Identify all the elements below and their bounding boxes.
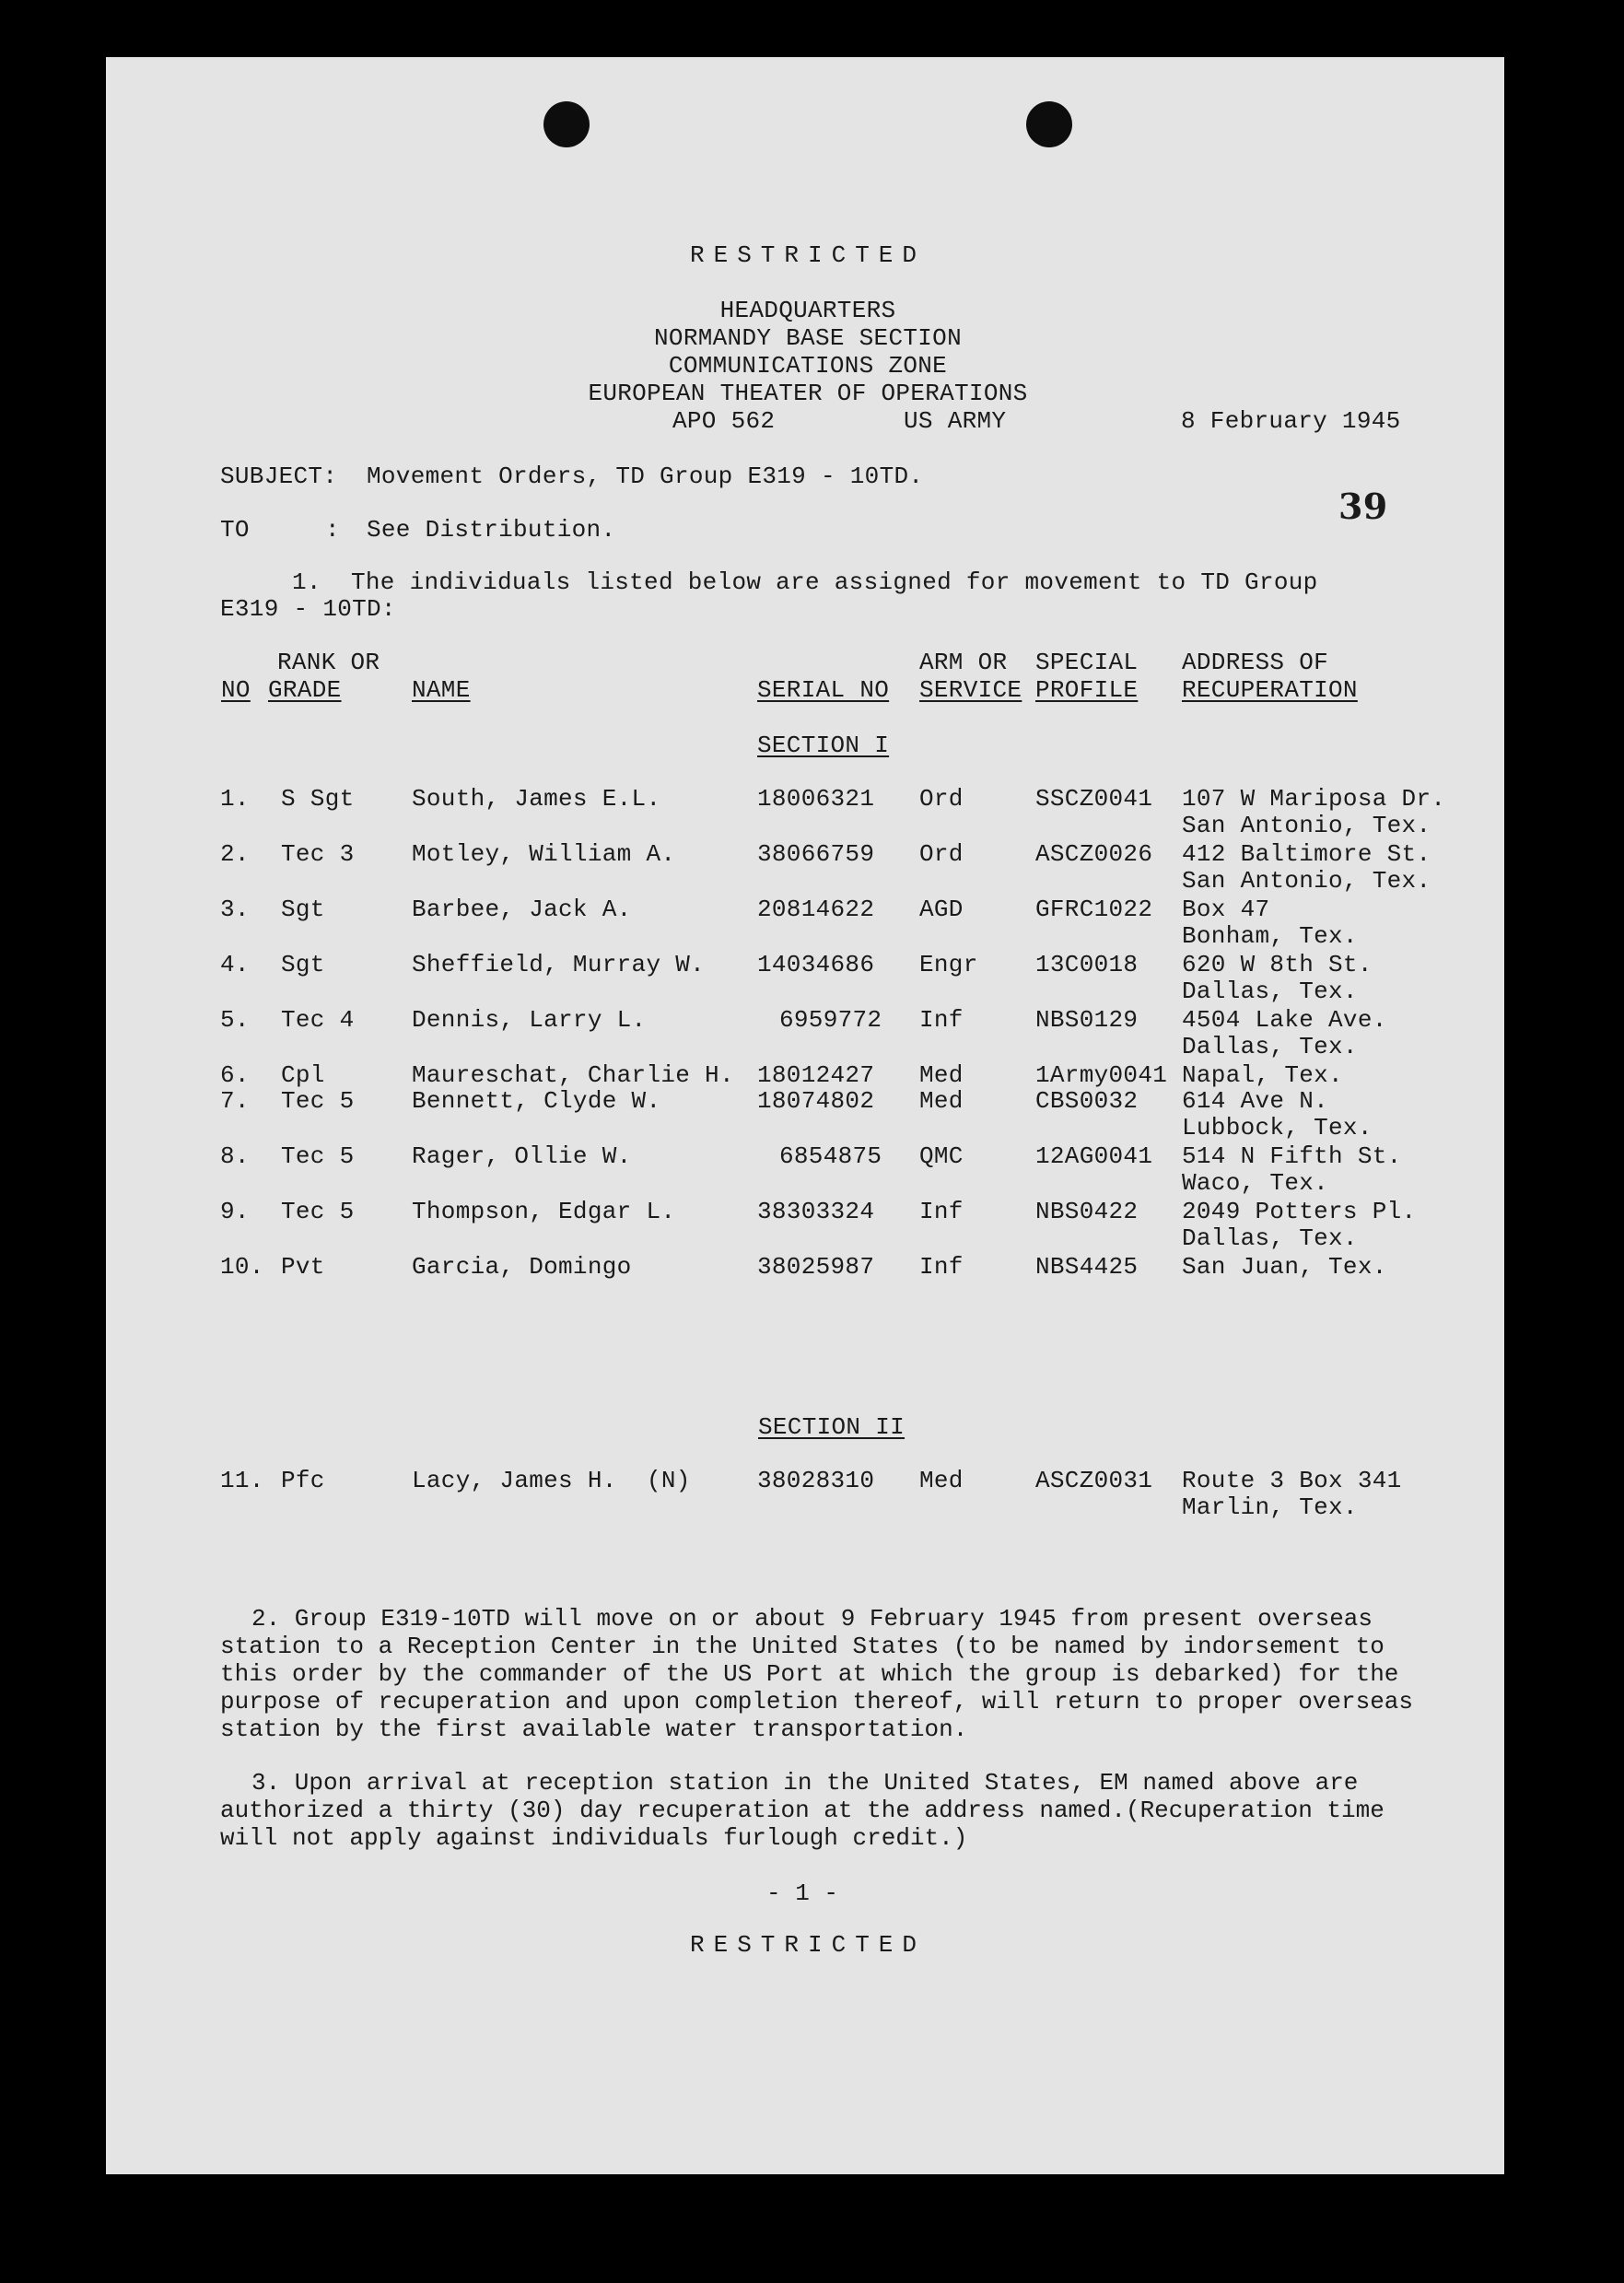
punch-hole: [543, 101, 590, 147]
row-arm: Med: [919, 1467, 964, 1494]
row-serial: 38066759: [757, 840, 875, 868]
row-address-1: 620 W 8th St.: [1182, 951, 1373, 978]
row-name: Garcia, Domingo: [412, 1253, 632, 1281]
row-name: Lacy, James H.: [412, 1467, 617, 1494]
row-address-1: 412 Baltimore St.: [1182, 840, 1431, 868]
col-no: NO: [221, 676, 251, 704]
para1-line-1: The individuals listed below are assigned for movement to TD Group: [351, 568, 1318, 596]
row-name: South, James E.L.: [412, 785, 661, 813]
document-page: [106, 57, 1504, 2174]
row-address-1: 4504 Lake Ave.: [1182, 1006, 1387, 1034]
row-arm: Ord: [919, 785, 964, 813]
row-profile: 12AG0041: [1035, 1142, 1153, 1170]
col-address-top: ADDRESS OF: [1182, 649, 1329, 676]
col-serial: SERIAL NO: [757, 676, 890, 704]
row-number: 8.: [220, 1142, 250, 1170]
row-rank: Cpl: [281, 1061, 325, 1089]
col-profile: PROFILE: [1035, 676, 1139, 704]
classification-header: RESTRICTED: [689, 241, 927, 269]
row-serial: 20814622: [757, 896, 875, 923]
row-profile: NBS4425: [1035, 1253, 1139, 1281]
row-address-1: 614 Ave N.: [1182, 1087, 1329, 1115]
row-rank: Tec 4: [281, 1006, 355, 1034]
row-number: 1.: [220, 785, 250, 813]
row-number: 5.: [220, 1006, 250, 1034]
paragraph-2: 2. Group E319-10TD will move on or about 9 February 1945 from present overseas station to a Reception Center in the United States (to be named by indorsement to this order by the commander of the US Port at which the group is debarked) for the purpose of recuperation and upon completion thereof, will return to proper overseas station by the first available water transportation.: [220, 1605, 1414, 1743]
row-arm: Inf: [919, 1253, 964, 1281]
subject-label: SUBJECT:: [220, 462, 338, 490]
row-profile: ASCZ0026: [1035, 840, 1153, 868]
row-number: 2.: [220, 840, 250, 868]
page-number: - 1 -: [765, 1879, 839, 1907]
row-rank: Tec 5: [281, 1087, 355, 1115]
row-serial: 38303324: [757, 1198, 875, 1225]
col-profile-top: SPECIAL: [1035, 649, 1139, 676]
row-rank: Tec 3: [281, 840, 355, 868]
row-name: Thompson, Edgar L.: [412, 1198, 676, 1225]
row-address-1: San Juan, Tex.: [1182, 1253, 1387, 1281]
section-2-heading: SECTION II: [758, 1413, 905, 1441]
row-number: 11.: [220, 1467, 264, 1494]
col-arm: SERVICE: [919, 676, 1022, 704]
classification-footer: RESTRICTED: [689, 1931, 927, 1959]
row-profile: NBS0422: [1035, 1198, 1139, 1225]
col-name: NAME: [412, 676, 471, 704]
row-serial: 18012427: [757, 1061, 875, 1089]
row-arm: Inf: [919, 1006, 964, 1034]
row-arm: Med: [919, 1087, 964, 1115]
row-name: Rager, Ollie W.: [412, 1142, 632, 1170]
row-name: Barbee, Jack A.: [412, 896, 632, 923]
row-name: Sheffield, Murray W.: [412, 951, 706, 978]
row-address-2: Marlin, Tex.: [1182, 1493, 1358, 1521]
row-rank: S Sgt: [281, 785, 355, 813]
para1-number: 1.: [292, 568, 321, 596]
row-serial: 6854875: [779, 1142, 882, 1170]
row-arm: Engr: [919, 951, 978, 978]
row-mark: (N): [647, 1467, 691, 1494]
row-name: Maureschat, Charlie H.: [412, 1061, 734, 1089]
header-line-1: HEADQUARTERS: [719, 297, 896, 324]
row-serial: 38025987: [757, 1253, 875, 1281]
row-rank: Pvt: [281, 1253, 325, 1281]
row-address-1: Napal, Tex.: [1182, 1061, 1343, 1089]
row-address-1: 107 W Mariposa Dr.: [1182, 785, 1446, 813]
row-serial: 14034686: [757, 951, 875, 978]
row-number: 3.: [220, 896, 250, 923]
row-profile: NBS0129: [1035, 1006, 1139, 1034]
subject-text: Movement Orders, TD Group E319 - 10TD.: [367, 462, 924, 490]
col-grade: GRADE: [268, 676, 342, 704]
row-number: 6.: [220, 1061, 250, 1089]
header-army: US ARMY: [904, 407, 1007, 435]
header-line-3: COMMUNICATIONS ZONE: [668, 352, 948, 380]
row-address-2: Dallas, Tex.: [1182, 1224, 1358, 1252]
para1-line-2: E319 - 10TD:: [220, 595, 396, 623]
row-address-1: 2049 Potters Pl.: [1182, 1198, 1417, 1225]
row-number: 9.: [220, 1198, 250, 1225]
row-profile: 1Army0041: [1035, 1061, 1168, 1089]
col-arm-top: ARM OR: [919, 649, 1008, 676]
header-apo: APO 562: [672, 407, 776, 435]
row-rank: Sgt: [281, 951, 325, 978]
row-address-1: Route 3 Box 341: [1182, 1467, 1402, 1494]
row-profile: SSCZ0041: [1035, 785, 1153, 813]
row-arm: Med: [919, 1061, 964, 1089]
row-number: 4.: [220, 951, 250, 978]
to-colon: :: [325, 516, 340, 544]
row-serial: 38028310: [757, 1467, 875, 1494]
row-address-2: Waco, Tex.: [1182, 1169, 1329, 1197]
row-address-2: San Antonio, Tex.: [1182, 867, 1431, 895]
col-rank-top: RANK OR: [277, 649, 380, 676]
row-profile: GFRC1022: [1035, 896, 1153, 923]
row-arm: AGD: [919, 896, 964, 923]
row-address-2: Dallas, Tex.: [1182, 1033, 1358, 1060]
section-1-heading: SECTION I: [757, 732, 890, 759]
row-address-2: Lubbock, Tex.: [1182, 1114, 1373, 1142]
to-text: See Distribution.: [367, 516, 616, 544]
row-number: 10.: [220, 1253, 264, 1281]
row-rank: Sgt: [281, 896, 325, 923]
paragraph-3: 3. Upon arrival at reception station in the United States, EM named above are authorized a thirty (30) day recuperation at the address named.(Recuperation time will not apply against individuals furlough credit.): [220, 1769, 1384, 1852]
punch-hole: [1026, 101, 1072, 147]
row-serial: 18074802: [757, 1087, 875, 1115]
row-arm: QMC: [919, 1142, 964, 1170]
row-arm: Ord: [919, 840, 964, 868]
row-serial: 18006321: [757, 785, 875, 813]
header-line-2: NORMANDY BASE SECTION: [654, 324, 962, 352]
page-stamp: 39: [1338, 486, 1388, 527]
row-profile: CBS0032: [1035, 1087, 1139, 1115]
row-address-1: 514 N Fifth St.: [1182, 1142, 1402, 1170]
to-label: TO: [220, 516, 250, 544]
col-address: RECUPERATION: [1182, 676, 1358, 704]
row-serial: 6959772: [779, 1006, 882, 1034]
row-profile: 13C0018: [1035, 951, 1139, 978]
row-arm: Inf: [919, 1198, 964, 1225]
row-address-1: Box 47: [1182, 896, 1270, 923]
row-address-2: Bonham, Tex.: [1182, 922, 1358, 950]
row-profile: ASCZ0031: [1035, 1467, 1153, 1494]
row-number: 7.: [220, 1087, 250, 1115]
row-rank: Tec 5: [281, 1198, 355, 1225]
row-rank: Tec 5: [281, 1142, 355, 1170]
row-name: Bennett, Clyde W.: [412, 1087, 661, 1115]
row-rank: Pfc: [281, 1467, 325, 1494]
row-address-2: San Antonio, Tex.: [1182, 812, 1431, 839]
row-address-2: Dallas, Tex.: [1182, 978, 1358, 1005]
row-name: Motley, William A.: [412, 840, 676, 868]
row-name: Dennis, Larry L.: [412, 1006, 647, 1034]
document-date: 8 February 1945: [1181, 407, 1401, 435]
header-line-4: EUROPEAN THEATER OF OPERATIONS: [588, 380, 1028, 407]
